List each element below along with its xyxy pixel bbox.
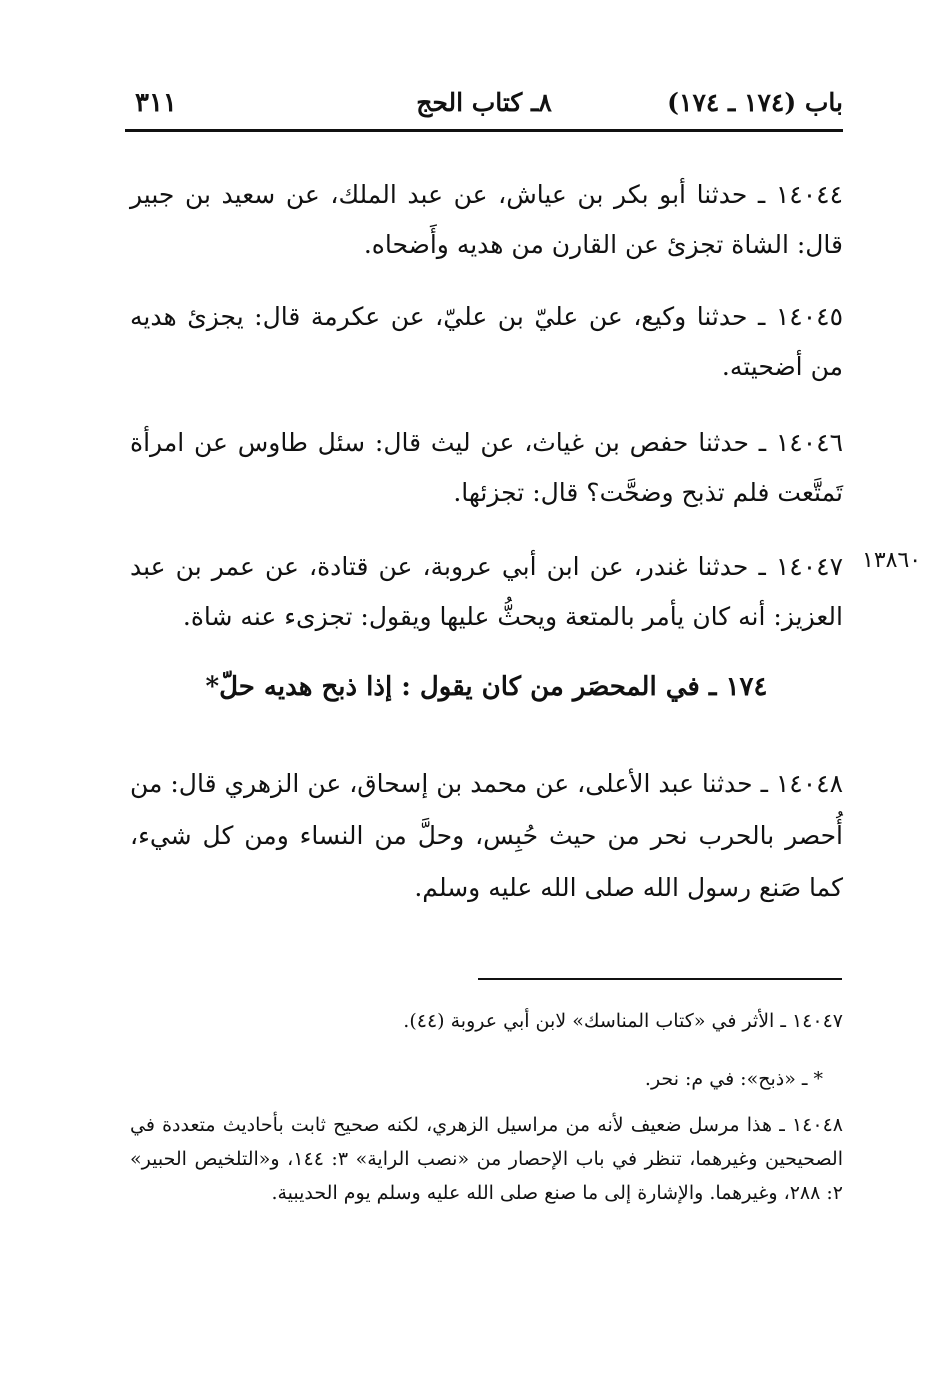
margin-number: ١٣٨٦٠ [862,548,922,573]
footnote-rule [478,978,842,980]
footnote-asterisk: * ـ «ذبح»: في م: نحر. [644,1068,823,1090]
hadith-14045: ١٤٠٤٥ ـ حدثنا وكيع، عن عليّ بن عليّ، عن عكرمة قال: يجزئ هديه من أضحيته. [130,302,843,381]
chapter-range: باب (١٧٤ ـ ١٧٤) [667,88,843,117]
book-title: ٨ـ كتاب الحج [416,88,552,117]
running-header [125,86,843,126]
hadith-14047: ١٤٠٤٧ ـ حدثنا غندر، عن ابن أبي عروبة، عن قتادة، عن عمر بن عبد العزيز: أنه كان يأمر بالمتعة ويحثُّ عليها ويقول: تجزىء عنه شاة. [130,552,843,631]
hadith-14044: ١٤٠٤٤ ـ حدثنا أبو بكر بن عياش، عن عبد الملك، عن سعيد بن جبير قال: الشاة تجزئ عن القارن من هديه وأَضحاه. [130,180,843,259]
footnote-14047: ١٤٠٤٧ ـ الأثر في «كتاب المناسك» لابن أبي عروبة (٤٤). [403,1010,843,1032]
hadith-14046: ١٤٠٤٦ ـ حدثنا حفص بن غياث، عن ليث قال: سئل طاوس عن امرأة تَمتَّعت فلم تذبح وضحَّت؟ قال: تجزئها. [130,428,843,507]
hadith-14048: ١٤٠٤٨ ـ حدثنا عبد الأعلى، عن محمد بن إسحاق، عن الزهري قال: من أُحصر بالحرب نحر من حيث حُبِس، وحلَّ من النساء ومن كل شيء، كما صَنع رسول الله صلى الله عليه وسلم. [130,769,843,902]
chapter-heading: ١٧٤ ـ في المحصَر من كان يقول : إذا ذبح هديه حلّ* [205,672,768,702]
header-rule [125,129,843,132]
footnote-14048: ١٤٠٤٨ ـ هذا مرسل ضعيف لأنه من مراسيل الزهري، لكنه صحيح ثابت بأحاديث متعددة في الصحيحين وغيرهما، تنظر في باب الإحصار من «نصب الراية» ٣: ١٤٤، و«التلخيص الحبير» ٢: ٢٨٨، وغيرهما. والإشارة إلى ما صنع صلى الله عليه وسلم يوم الحديبية. [130,1114,843,1204]
page-number: ٣١١ [135,88,177,118]
